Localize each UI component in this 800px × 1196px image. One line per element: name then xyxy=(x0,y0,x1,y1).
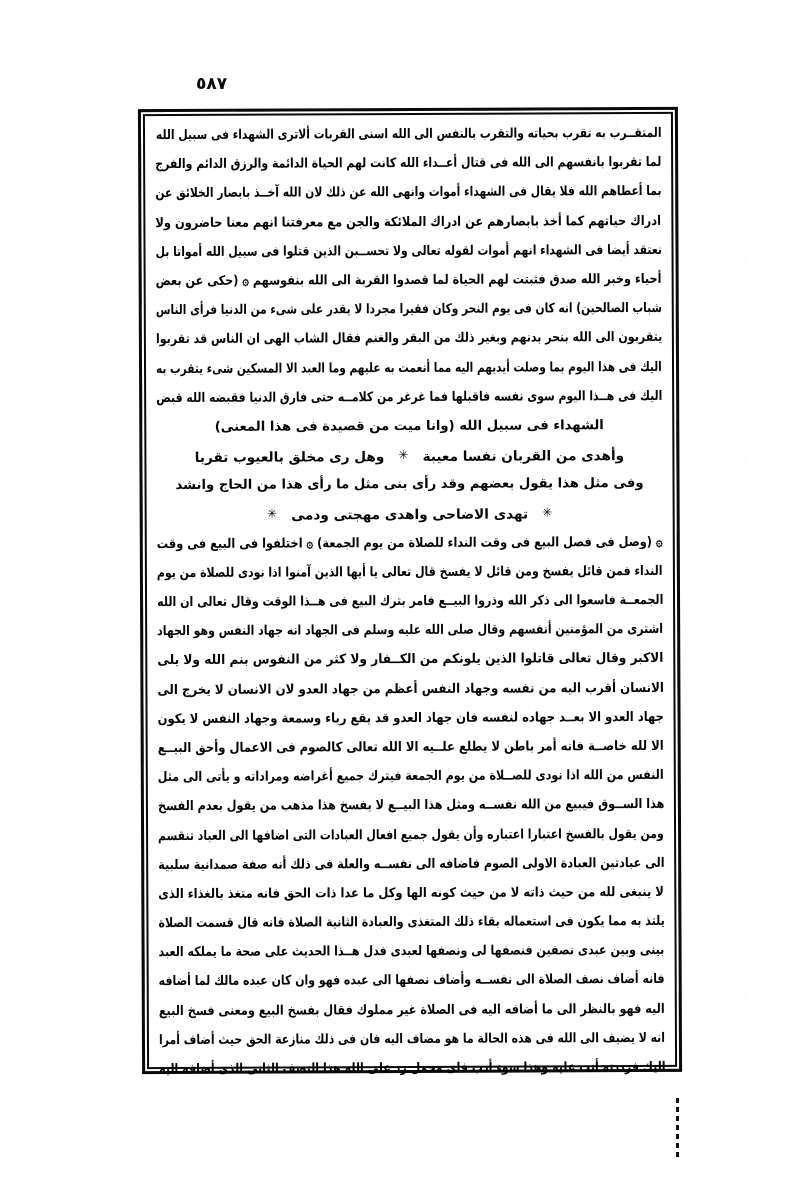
text-line xyxy=(158,878,664,909)
text-line xyxy=(158,849,664,880)
text-line xyxy=(157,528,663,559)
text-line-content: الجمعــة فاسعوا الى ذكر الله وذروا البيــع فامر بترك البيع فى هــذا الوقت وقال تعالى ان الله xyxy=(156,592,664,611)
text-line-content: يلتذ به مما يكون فى استعماله بقاء ذلك المتغذى والعبادة الثانية الصلاة فانه قال قسمت الصلاة xyxy=(158,913,665,932)
text-line-content: النداء فمن قائل يفسخ ومن قائل لا يفسخ قال تعالى يا أيها الذين آمنوا اذا نودى للصلاة من يوم xyxy=(157,563,663,581)
text-line xyxy=(156,323,662,354)
text-line-content: لا ينبغى لله من حيث ذاته لا من حيث كونه الها وكل ما عدا ذات الحق فانه متغذ بالغذاء الذى xyxy=(158,884,665,902)
text-block-border-frame xyxy=(138,107,682,1078)
text-line xyxy=(157,557,663,588)
text-line-content: اليه فهو بالنظر الى ما أضافه اليه فى الصلاة غير مملوك فقال بفسخ البيع ومعنى فسخ البيع xyxy=(158,1001,665,1019)
text-line-content: ۞ (وصل فى فصل البيع فى وقت النداء للصلاة من يوم الجمعة) ۞ اختلفوا فى البيع فى وقت xyxy=(156,534,663,552)
text-line-content: ادراك حياتهم كما أخذ بابصارهم عن ادراك الملائكة والجن مع معرفتنا انهم معنا حاضرون ولا xyxy=(155,213,662,231)
text-line-content: الشهداء فى سبيل الله (وانا ميت من قصيدة فى هذا المعنى) xyxy=(214,418,604,435)
margin-tick-mark xyxy=(676,1098,679,1160)
text-line-content: بينى وبين عبدى نصفين فنصفها لى ونصفها لعبدى فدل هــذا الحديث على صحة ما يملكه العبد xyxy=(158,943,665,961)
text-line xyxy=(158,819,664,850)
text-line xyxy=(156,411,662,442)
text-line-content: الانسان أقرب اليه من نفسه وجهاد النفس أعظم من جهاد العدو لان الانسان لا يخرج الى xyxy=(156,680,664,698)
text-line xyxy=(159,1053,665,1084)
text-line-content: نعتقد أيضا فى الشهداء انهم أموات لقوله تعالى ولا تحســبن الذين قتلوا فى سبيل الله أمواتا بل xyxy=(155,242,662,260)
text-line-content: أحياء وخبر الله صدق فثبتت لهم الحياة لما قصدوا القربة الى الله بنفوسهم ۞ (حكى عن بعض xyxy=(155,271,662,290)
text-line-content: فانه أضاف نصف الصلاة الى نفســه وأضاف نصفها الى عبده فهو وان كان عبده مالك لما أضافه xyxy=(158,972,665,990)
text-line-content: اشترى من المؤمنين أنفسهم وقال صلى الله عليه وسلم فى الجهاد انه جهاد النفس وهو الجهاد xyxy=(157,622,664,640)
verse-line xyxy=(157,498,663,529)
text-line xyxy=(157,586,663,617)
text-line xyxy=(156,265,662,296)
text-line xyxy=(159,965,665,996)
asterisk-separator-icon: ✳ xyxy=(542,505,553,520)
verse-hemistich-second: وهل رى مخلق بالعيوب تقربا xyxy=(194,449,385,467)
text-line-content: انه لا يضيف الى الله فى هذه الحالة ما هو مضاف اليه فان فى ذلك منازعة الحق حيث أضاف أمرا xyxy=(158,1030,665,1048)
text-line xyxy=(158,732,664,763)
text-line xyxy=(156,294,662,325)
text-line-content: جهاد العدو الا بعــد جهاده لنفسه فان جهاد العدو قد يقع رياء وسمعة وجهاد النفس لا يكون xyxy=(157,709,664,727)
text-line xyxy=(155,119,661,150)
text-line-content: الى عبادتين العبادة الاولى الصوم فاضافه الى نفســه والعلة فى ذلك أنه صفة صمدانية سلبية xyxy=(157,855,665,873)
verse-hemistich-first: تهدى الاضاحى واهدى مهجتى ودمى xyxy=(291,506,529,524)
text-line xyxy=(159,936,665,967)
text-line xyxy=(156,469,662,500)
text-line-content: ومن يقول بالفسخ اعتبارا اعتباره وأن يقول جميع افعال العبادات التى اضافها الى العباد تنقسم xyxy=(158,826,665,844)
text-line-content: اليك فى هذا اليوم بما وصلت أيديهم اليه مما أنعمت به عليهم وما العبد الا المسكين شىء يتقرب به xyxy=(156,359,663,377)
folio-page-number: ٥٨٧ xyxy=(196,74,228,94)
text-line-content: وفى مثل هذا يقول بعضهم وقد رأى بنى مثل ما رأى هذا من الحاج وانشد xyxy=(175,476,644,494)
asterisk-separator-icon: ✳ xyxy=(398,448,409,463)
text-line xyxy=(159,1024,665,1055)
text-line-content: بما أعطاهم الله فلا يقال فى الشهداء أموات وانهى الله عن ذلك لان الله آخــذ بابصار الخلائق عن xyxy=(155,184,662,202)
text-line-content: اليك فى هــذا اليوم سوى نفسه فاقبلها فما غرغر من كلامــه حتى فارق الدنيا فقبضه الله قبض xyxy=(155,388,663,406)
text-line xyxy=(158,761,664,792)
text-line xyxy=(156,352,662,383)
text-line-content: شباب الصالحين) انه كان فى يوم النحر وكان فقيرا مجردا لا يقدر على شىء من الدنيا فرأى الناس xyxy=(155,301,662,319)
text-line xyxy=(155,148,661,179)
text-line xyxy=(155,206,661,237)
text-line-content: هذا الســوق فيبيع من الله نفســه ومثل هذا البيــع لا يفسخ هذا مذهب من يقول بعدم الفسخ xyxy=(157,797,664,815)
asterisk-separator-icon: ✳ xyxy=(266,507,278,522)
frame-inner-area xyxy=(147,115,673,1078)
verse-hemistich-first: وأهدى من القربان نفسا معيبة xyxy=(422,448,625,466)
text-line-content: يتقربون الى الله بنحر بدنهم وبغير ذلك من البقر والغنم فقال الشاب الهى ان الناس قد تقربوا xyxy=(155,330,662,348)
text-line-content: الا لله خاصــة فانه أمر باطن لا يطلع علــيه الا الله تعالى كالصوم فى الاعمال وأحق البيــع xyxy=(157,738,664,757)
text-line xyxy=(159,995,665,1026)
text-line xyxy=(157,615,663,646)
text-line-content: الاكبر وقال تعالى قاتلوا الذين يلونكم من الكــفار ولا كثر من النفوس بنم الله ولا يلى xyxy=(157,651,664,669)
text-line xyxy=(155,177,661,208)
text-line-content: المتقــرب به تقرب بحياته والتقرب بالنفس الى الله اسنى القربات ألاترى الشهداء فى سبيل الله xyxy=(155,125,662,144)
text-line xyxy=(157,644,663,675)
verse-line xyxy=(156,440,662,471)
body-text-block xyxy=(147,115,673,1078)
text-line-content: لما تقربوا بانفسهم الى الله فى قتال أعــداء الله كانت لهم الحياة الدائمة والرزق الدائم والفرج xyxy=(154,155,662,173)
text-line xyxy=(157,673,663,704)
text-line-content: اليك فرددته أنت عليه وهذا سوء أدب فاى محمل رد على الله هذا النصف الثانى الذى أضافه اليه xyxy=(158,1059,666,1078)
text-line-content: النفس من الله اذا نودى للصــلاة من يوم الجمعة فيترك جميع أغراضه ومراداته و يأتى الى مثل xyxy=(157,768,664,786)
text-line xyxy=(156,382,662,413)
text-line xyxy=(155,236,661,267)
text-line xyxy=(157,703,663,734)
text-line xyxy=(158,790,664,821)
text-line xyxy=(158,907,664,938)
